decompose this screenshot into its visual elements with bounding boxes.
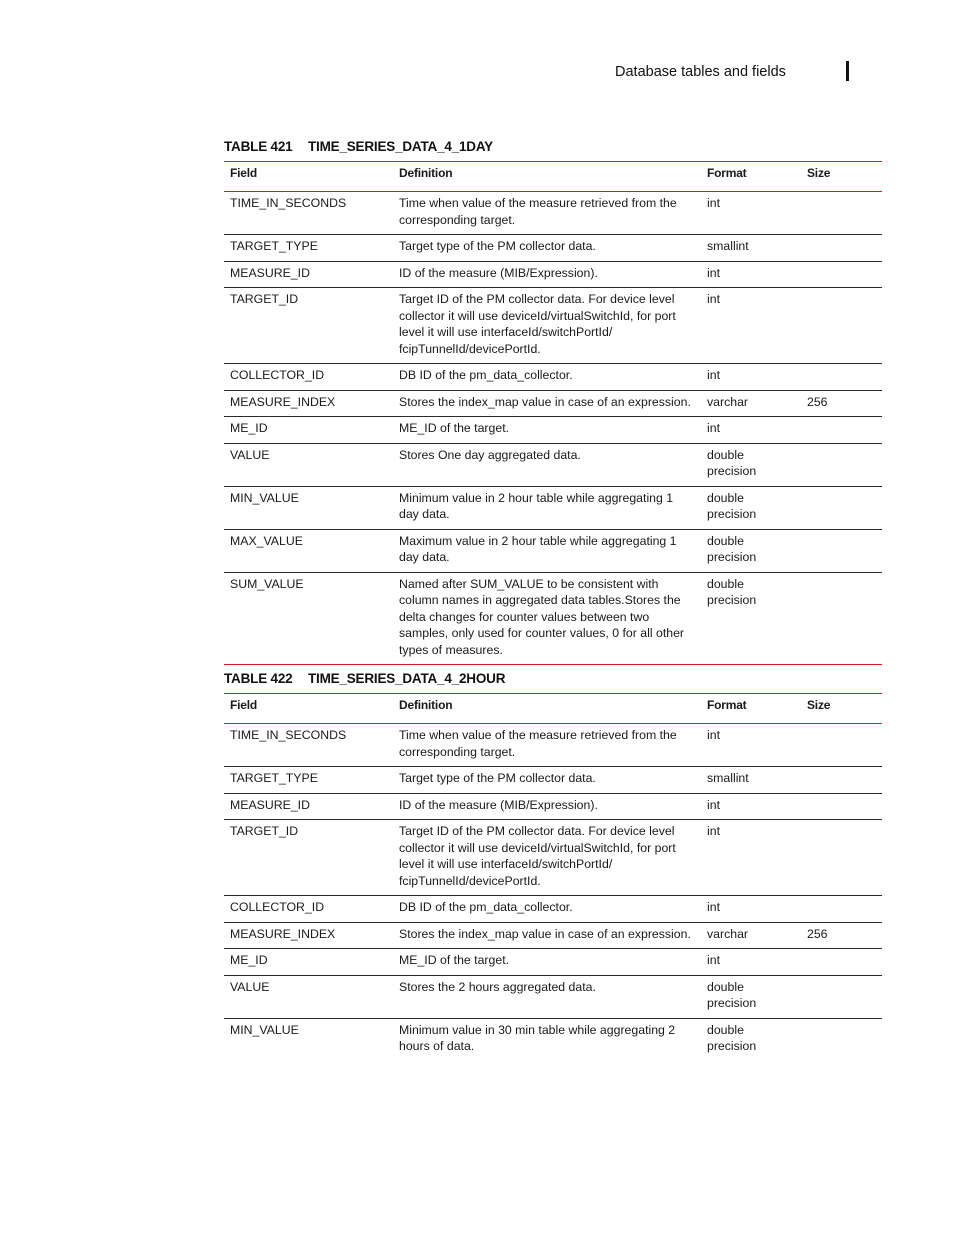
cell-definition: Named after SUM_VALUE to be consistent with column names in aggregated data tables.Stores the delta changes for counter values between two samples, only used for counter values, 0 for all other types of measures. [393, 572, 701, 665]
cell-definition: Time when value of the measure retrieved from the corresponding target. [393, 724, 701, 767]
cell-field: TARGET_TYPE [224, 767, 393, 794]
cell-definition: Target ID of the PM collector data. For device level collector it will use deviceId/virtualSwitchId, for port level it will use interfaceId/switchPortId/ fcipTunnelId/devicePortId. [393, 288, 701, 364]
cell-format: int [701, 793, 801, 820]
cell-field: MEASURE_ID [224, 793, 393, 820]
cell-definition: Time when value of the measure retrieved from the corresponding target. [393, 192, 701, 235]
table-header-row [224, 162, 882, 192]
cell-definition: Minimum value in 30 min table while aggregating 2 hours of data. [399, 1022, 676, 1053]
column-header-field: Field [224, 694, 393, 724]
table-number: TABLE 421 [224, 139, 293, 154]
cell-definition: Target type of the PM collector data. [393, 767, 701, 794]
table-row [224, 724, 882, 767]
table-row [224, 896, 882, 923]
cell-field: MAX_VALUE [224, 529, 393, 572]
cell-definition: DB ID of the pm_data_collector. [393, 364, 701, 391]
cell-field: COLLECTOR_ID [224, 896, 393, 923]
table-row [224, 235, 882, 262]
cell-size [801, 572, 882, 665]
table-row [224, 390, 882, 417]
cell-field: COLLECTOR_ID [224, 364, 393, 391]
table-row [224, 1018, 882, 1061]
cell-field: ME_ID [224, 417, 393, 444]
cell-definition: Maximum value in 2 hour table while aggregating 1 day data. [393, 529, 701, 572]
cell-field: TIME_IN_SECONDS [224, 192, 393, 235]
cell-size [801, 949, 882, 976]
cell-definition: Target ID of the PM collector data. For device level collector it will use deviceId/virtualSwitchId, for port level it will use interfaceId/switchPortId/ fcipTunnelId/devicePortId. [393, 820, 701, 896]
cell-size [801, 529, 882, 572]
cell-field: TARGET_ID [224, 288, 393, 364]
table-row [224, 486, 882, 529]
column-header-field: Field [224, 162, 393, 192]
table-caption [224, 671, 870, 687]
cell-format: int [701, 288, 801, 364]
cell-field: MEASURE_INDEX [224, 922, 393, 949]
table-row [224, 922, 882, 949]
column-header-definition: Definition [393, 162, 701, 192]
table-row [224, 767, 882, 794]
cell-field: MEASURE_ID [224, 261, 393, 288]
table-row [224, 364, 882, 391]
cell-definition: ID of the measure (MIB/Expression). [393, 261, 701, 288]
cell-format: varchar [701, 390, 801, 417]
cell-format: smallint [701, 235, 801, 262]
cell-definition: Stores the index_map value in case of an expression. [393, 922, 701, 949]
cell-format: double precision [701, 975, 801, 1018]
table-caption [224, 139, 870, 155]
table-row [224, 261, 882, 288]
table-row [224, 288, 882, 364]
table-row [224, 572, 882, 665]
header-bar-marker [846, 61, 849, 81]
cell-format: int [701, 364, 801, 391]
cell-size [801, 975, 882, 1018]
cell-size [801, 896, 882, 923]
cell-field: MEASURE_INDEX [224, 390, 393, 417]
cell-format: smallint [701, 767, 801, 794]
cell-definition: Stores the 2 hours aggregated data. [393, 975, 701, 1018]
cell-field: VALUE [224, 975, 393, 1018]
table-row [224, 192, 882, 235]
column-header-definition: Definition [393, 694, 701, 724]
cell-size [801, 1018, 882, 1061]
cell-field: MIN_VALUE [230, 1022, 299, 1037]
cell-format: int [701, 820, 801, 896]
table-row [224, 417, 882, 444]
table-row [224, 793, 882, 820]
cell-format: int [701, 896, 801, 923]
table-number: TABLE 422 [224, 671, 293, 686]
table-row [224, 529, 882, 572]
cell-size [801, 261, 882, 288]
cell-field: SUM_VALUE [224, 572, 393, 665]
cell-definition: Target type of the PM collector data. [393, 235, 701, 262]
cell-format: double precision [701, 572, 801, 665]
cell-definition: ME_ID of the target. [393, 949, 701, 976]
table-422 [224, 671, 870, 1061]
column-header-size: Size [801, 162, 882, 192]
cell-definition: Stores the index_map value in case of an expression. [393, 390, 701, 417]
cell-format: int [701, 724, 801, 767]
cell-size [801, 192, 882, 235]
cell-definition: ID of the measure (MIB/Expression). [393, 793, 701, 820]
cell-format: int [701, 949, 801, 976]
column-header-format: Format [701, 162, 801, 192]
cell-field: TARGET_ID [224, 820, 393, 896]
column-header-format: Format [701, 694, 801, 724]
cell-size [801, 235, 882, 262]
cell-definition: Minimum value in 2 hour table while aggregating 1 day data. [393, 486, 701, 529]
cell-format: varchar [701, 922, 801, 949]
table-name: TIME_SERIES_DATA_4_2HOUR [308, 671, 506, 686]
running-header: Database tables and fields [615, 64, 786, 80]
cell-size [801, 820, 882, 896]
cell-format: double precision [707, 1022, 757, 1053]
column-header-size: Size [801, 694, 882, 724]
cell-format: int [701, 192, 801, 235]
cell-format: int [701, 417, 801, 444]
cell-field: MIN_VALUE [224, 486, 393, 529]
cell-size [801, 443, 882, 486]
data-table [224, 693, 882, 1061]
cell-size [801, 417, 882, 444]
cell-size: 256 [801, 922, 882, 949]
table-row [224, 975, 882, 1018]
cell-size [801, 724, 882, 767]
cell-size: 256 [801, 390, 882, 417]
table-row [224, 443, 882, 486]
table-421 [224, 139, 870, 665]
table-row [224, 949, 882, 976]
cell-definition: DB ID of the pm_data_collector. [393, 896, 701, 923]
table-name: TIME_SERIES_DATA_4_1DAY [308, 139, 493, 154]
cell-field: ME_ID [224, 949, 393, 976]
cell-definition: ME_ID of the target. [393, 417, 701, 444]
cell-format: double precision [701, 529, 801, 572]
table-header-row [224, 694, 882, 724]
cell-format: int [701, 261, 801, 288]
data-table [224, 161, 882, 665]
cell-size [801, 793, 882, 820]
cell-size [801, 288, 882, 364]
cell-size [801, 486, 882, 529]
cell-format: double precision [701, 486, 801, 529]
table-row [224, 820, 882, 896]
cell-field: VALUE [224, 443, 393, 486]
cell-format: double precision [701, 443, 801, 486]
cell-definition: Stores One day aggregated data. [393, 443, 701, 486]
cell-field: TARGET_TYPE [224, 235, 393, 262]
cell-field: TIME_IN_SECONDS [224, 724, 393, 767]
cell-size [801, 364, 882, 391]
cell-size [801, 767, 882, 794]
